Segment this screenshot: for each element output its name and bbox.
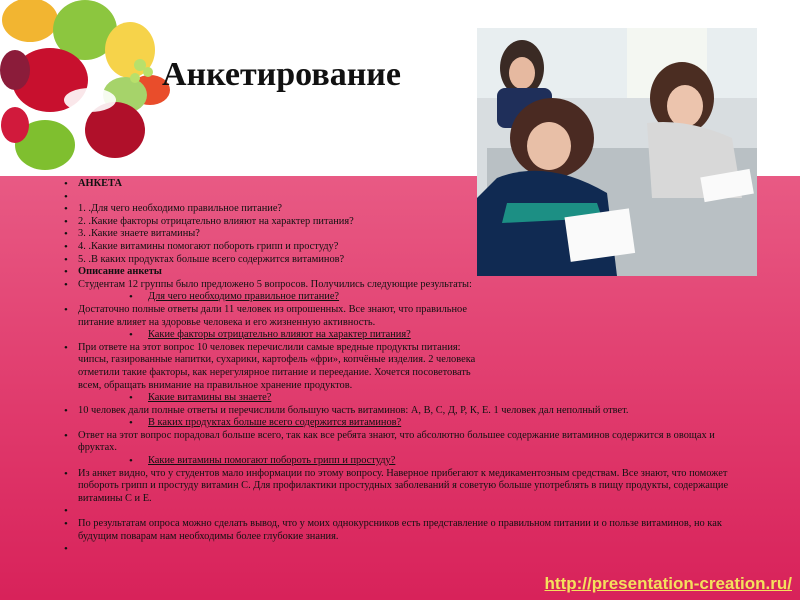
fruit-basket-illustration bbox=[0, 0, 175, 172]
list-item-text: 3. .Какие знаете витамины? bbox=[78, 228, 200, 240]
list-item-text: Какие факторы отрицательно влияют на характер питания? bbox=[148, 329, 411, 341]
list-item bbox=[64, 279, 478, 292]
survey-content bbox=[64, 178, 754, 556]
list-item bbox=[64, 430, 754, 455]
list-item bbox=[64, 518, 754, 543]
list-item bbox=[64, 203, 478, 216]
list-item-text: Ответ на этот вопрос порадовал больше всего, так как все ребята знают, что абсолютно большее содержание витаминов содержится в овощах и фруктах. bbox=[78, 429, 715, 454]
list-item-text: В каких продуктах больше всего содержится витаминов? bbox=[148, 417, 402, 429]
list-item bbox=[64, 342, 478, 392]
list-item bbox=[64, 468, 754, 506]
question-heading bbox=[64, 392, 754, 405]
list-item bbox=[64, 191, 478, 204]
list-item-text: По результатам опроса можно сделать вывод, что у моих однокурсников есть представление о правильном питании и о пользе витаминов, но как будущим поварам нам необходимы более глубокие знания. bbox=[78, 518, 722, 542]
list-item-text bbox=[78, 543, 81, 554]
question-heading bbox=[64, 291, 548, 304]
list-item bbox=[64, 505, 754, 518]
list-item-text: АНКЕТА bbox=[78, 178, 122, 189]
list-item-text: 5. .В каких продуктах больше всего содержится витаминов? bbox=[78, 253, 345, 265]
list-item bbox=[64, 543, 754, 556]
list-item-text bbox=[78, 191, 81, 202]
list-item-text: Достаточно полные ответы дали 11 человек из опрошенных. Все знают, что правильное питание влияет на здоровье человека и его жизненную активность. bbox=[78, 303, 467, 328]
list-item bbox=[64, 405, 754, 418]
page-title: Анкетирование bbox=[162, 56, 401, 93]
list-item-text: 2. .Какие факторы отрицательно влияют на характер питания? bbox=[78, 215, 354, 227]
list-item-text: Какие витамины вы знаете? bbox=[148, 392, 272, 404]
question-heading bbox=[64, 417, 754, 430]
list-item-text: 10 человек дали полные ответы и перечислили большую часть витаминов: А, В, С, Д, Р, К, Е. 1 человек дал неполный ответ. bbox=[78, 404, 629, 416]
source-link[interactable]: http://presentation-creation.ru/ bbox=[544, 574, 792, 593]
list-item bbox=[64, 216, 478, 229]
list-item-text: Для чего необходимо правильное питание? bbox=[148, 291, 340, 303]
list-item-text: Студентам 12 группы было предложено 5 вопросов. Получились следующие результаты: bbox=[78, 278, 472, 290]
list-item bbox=[64, 304, 478, 329]
list-item bbox=[64, 228, 478, 241]
question-heading bbox=[64, 455, 754, 468]
list-item bbox=[64, 266, 478, 279]
question-heading bbox=[64, 329, 548, 342]
list-item-text: Какие витамины помогают побороть грипп и простуду? bbox=[148, 455, 396, 467]
list-item-text bbox=[78, 505, 81, 516]
list-item bbox=[64, 254, 478, 267]
list-item bbox=[64, 178, 478, 191]
list-item-text: Из анкет видно, что у студентов мало информации по этому вопросу. Наверное прибегают к медикаментозным средствам. Все знают, что поможет побороть грипп и простуду витамин С. Для профилактики простудных заболеваний я советую больше употреблять в пищу продукты, содержащие витамины С и Е. bbox=[78, 467, 729, 504]
list-item-text: 4. .Какие витамины помогают побороть грипп и простуду? bbox=[78, 240, 339, 252]
list-item bbox=[64, 241, 478, 254]
list-item-text: При ответе на этот вопрос 10 человек перечислили самые вредные продукты питания: чипсы, газированные напитки, сухарики, картофель «фри», копчёные изделия. 2 человека отметили такие факторы, как нерегулярное питание и переедание. Хочется посоветовать всем, обращать внимание на правильное хранение продуктов. bbox=[78, 341, 476, 391]
list-item-text: Описание анкеты bbox=[78, 266, 162, 278]
list-item-text: 1. .Для чего необходимо правильное питание? bbox=[78, 203, 283, 215]
